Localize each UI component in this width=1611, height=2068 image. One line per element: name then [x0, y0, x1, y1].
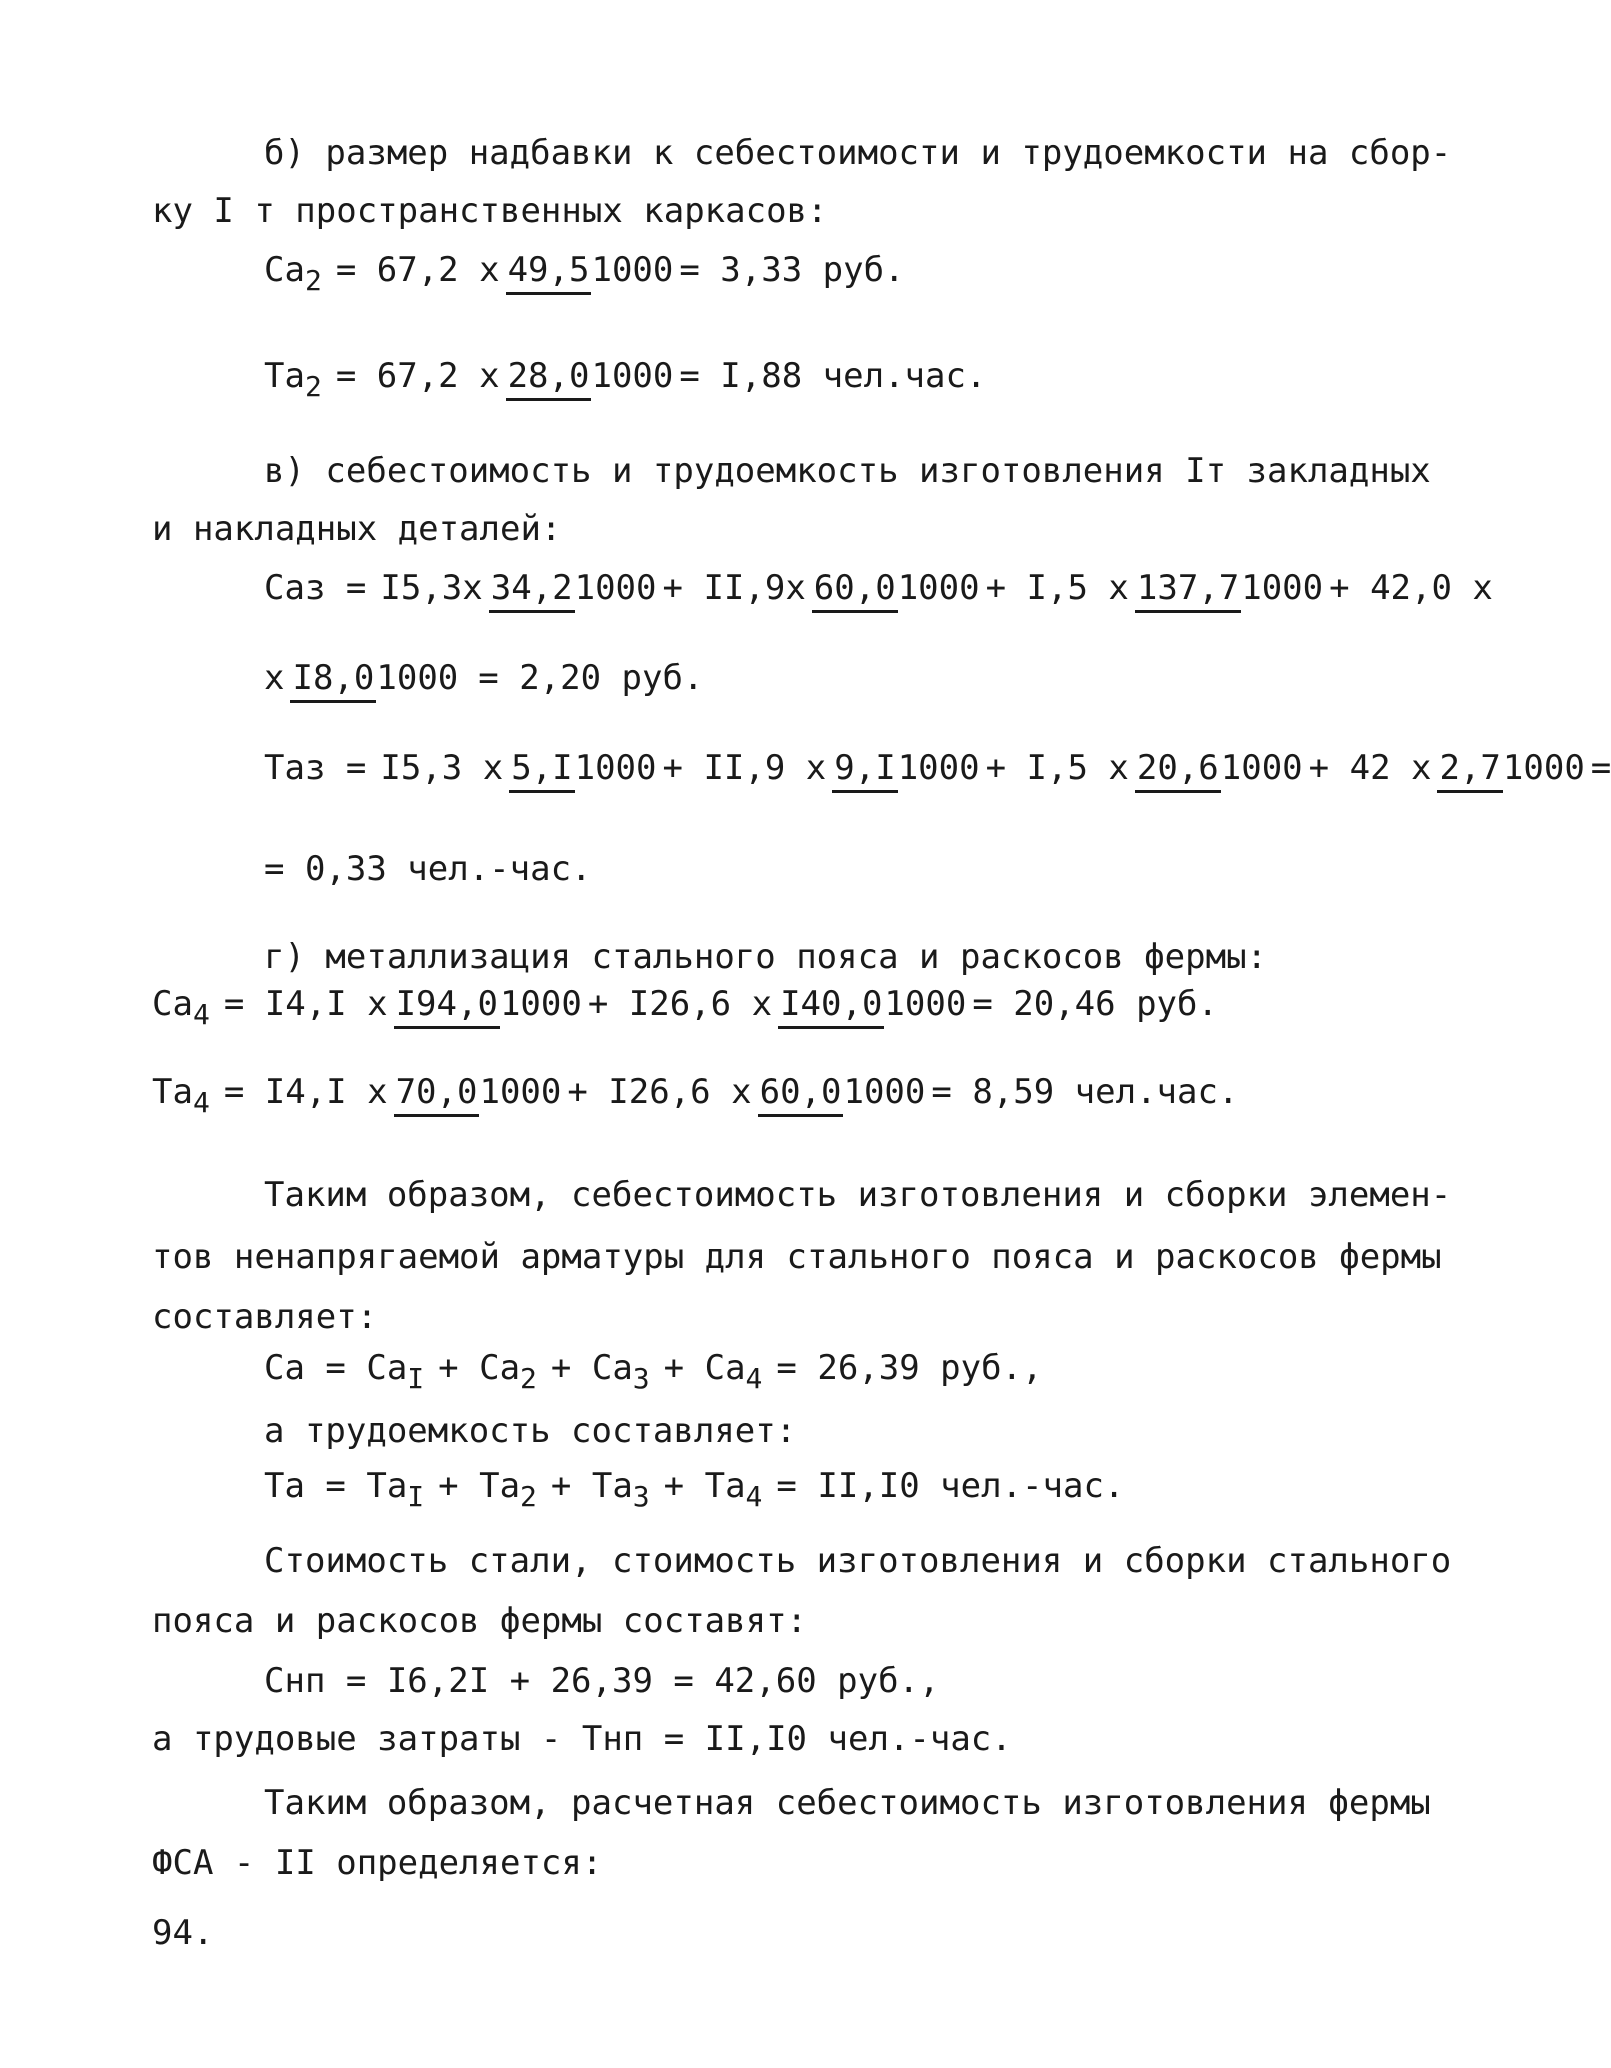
ta4-f2-num: 60,0 — [758, 1072, 844, 1117]
summary-p2-line2: пояса и раскосов фермы составят: — [152, 1601, 808, 1641]
ta4-term2: + I26,6 x — [567, 1072, 752, 1112]
ta-total-rhs: = II,I0 чел.-час. — [776, 1466, 1125, 1506]
ca3-f3-num: 137,7 — [1135, 568, 1241, 613]
ca-total-s4: 4 — [745, 1361, 763, 1395]
ta4-f1-den: 1000 — [479, 1072, 562, 1112]
summary-p3-line2: ФСА - II определяется: — [152, 1843, 603, 1883]
ta4-rhs: = 8,59 чел.час. — [931, 1072, 1239, 1112]
ca-total-a: Ca = Ca — [264, 1348, 408, 1388]
formula-ca4 — [152, 984, 1218, 1031]
ta2-num: 28,0 — [506, 356, 592, 401]
ta4-fraction2 — [758, 1072, 926, 1112]
summary-p3-line1: Таким образом, расчетная себестоимость изготовления фермы — [264, 1783, 1431, 1823]
ca3-f1-num: 34,2 — [489, 568, 575, 613]
ta-total-a: Ta = Ta — [264, 1466, 408, 1506]
ta3-rhs: = 0,33 чел.-час. — [264, 849, 592, 889]
ta2-rhs: = I,88 чел.час. — [679, 356, 987, 396]
ta-total-s3: 3 — [632, 1479, 650, 1513]
ta3-lhs: Taз = — [264, 748, 367, 788]
ta4-f1-num: 70,0 — [394, 1072, 480, 1117]
ta3-term2: + II,9 x — [662, 748, 827, 788]
ca2-rhs: = 3,33 руб. — [679, 250, 905, 290]
ca3-f2-den: 1000 — [897, 568, 980, 608]
ta-total-d: + Ta — [663, 1466, 746, 1506]
section-v-line2: и накладных деталей: — [152, 509, 562, 549]
ta4-term1: = I4,I x — [223, 1072, 388, 1112]
ta4-sub: 4 — [192, 1085, 210, 1119]
formula-ca2 — [264, 250, 905, 297]
ta3-f2-den: 1000 — [897, 748, 980, 788]
ca-total-rhs: = 26,39 руб., — [776, 1348, 1043, 1388]
ca2-num: 49,5 — [506, 250, 592, 295]
ta3-eq: = — [1590, 748, 1611, 788]
ta3-f4-num: 2,7 — [1437, 748, 1502, 793]
ca4-rhs: = 20,46 руб. — [972, 984, 1218, 1024]
ca2-den: 1000 — [591, 250, 674, 290]
ta3-term1: I5,3 x — [380, 748, 504, 788]
ca3-f3-den: 1000 — [1241, 568, 1324, 608]
ca3-term4: + 42,0 x — [1329, 568, 1493, 608]
summary-p1-line2: тов ненапрягаемой арматуры для стального пояса и раскосов фермы — [152, 1237, 1442, 1277]
ta3-fraction4 — [1437, 748, 1584, 788]
formula-ta4 — [152, 1072, 1239, 1119]
ca4-sub: 4 — [192, 997, 210, 1031]
formula-ca3 — [264, 568, 1493, 608]
formula-ta2 — [264, 356, 987, 403]
ca2-mid: = 67,2 x — [335, 250, 500, 290]
ta4-fraction1 — [394, 1072, 562, 1112]
ta3-term4: + 42 x — [1308, 748, 1432, 788]
ca3-f4-num: I8,0 — [290, 658, 376, 703]
ca4-term1: = I4,I x — [223, 984, 388, 1024]
ca4-f2-num: I40,0 — [778, 984, 884, 1029]
ta4-lhs: Ta — [152, 1072, 193, 1112]
ca3-fraction3 — [1135, 568, 1323, 608]
ca4-f2-den: 1000 — [884, 984, 967, 1024]
ta3-term3: + I,5 x — [985, 748, 1129, 788]
formula-ca-total — [264, 1348, 1043, 1395]
ca4-f1-den: 1000 — [499, 984, 582, 1024]
labor-intro: а трудоемкость составляет: — [264, 1411, 797, 1451]
ca3-rhs: = 2,20 руб. — [478, 658, 704, 698]
formula-ta3 — [264, 748, 1611, 788]
ta2-den: 1000 — [591, 356, 674, 396]
ta-total-s1: I — [407, 1479, 425, 1513]
ca-total-s2: 2 — [520, 1361, 537, 1395]
ta2-sub: 2 — [304, 369, 322, 403]
ta3-f3-den: 1000 — [1220, 748, 1303, 788]
section-g-line1: г) металлизация стального пояса и раскосов фермы: — [264, 937, 1268, 977]
summary-p1-line1: Таким образом, себестоимость изготовления и сборки элемен- — [264, 1175, 1452, 1215]
ta3-f3-num: 20,6 — [1135, 748, 1221, 793]
ca4-fraction1 — [394, 984, 582, 1024]
ca3-lhs: Caз = — [264, 568, 367, 608]
ca4-lhs: Ca — [152, 984, 193, 1024]
ta3-f4-den: 1000 — [1502, 748, 1585, 788]
ta3-fraction3 — [1135, 748, 1303, 788]
ca3-fraction2 — [812, 568, 980, 608]
ca3-f4-den: 1000 — [376, 658, 459, 698]
ca-total-s3: 3 — [632, 1361, 650, 1395]
ta3-fraction2 — [832, 748, 979, 788]
ca3-term2: + II,9x — [662, 568, 806, 608]
ta3-f1-den: 1000 — [574, 748, 657, 788]
ca-total-d: + Ca — [663, 1348, 746, 1388]
ca2-sub: 2 — [304, 263, 322, 297]
ta2-lhs: Ta — [264, 356, 305, 396]
ca4-f1-num: I94,0 — [394, 984, 500, 1029]
ca3-term1: I5,3x — [380, 568, 483, 608]
ta3-fraction1 — [509, 748, 656, 788]
ca3-f1-den: 1000 — [574, 568, 657, 608]
ta2-mid: = 67,2 x — [335, 356, 500, 396]
formula-ta-total — [264, 1466, 1125, 1513]
formula-ca3-cont — [264, 658, 703, 698]
ca3-f2-num: 60,0 — [812, 568, 898, 613]
ca-total-b: + Ca — [438, 1348, 521, 1388]
ca2-fraction — [506, 250, 674, 290]
ca3-term3: + I,5 x — [985, 568, 1129, 608]
ca3-cont-x: x — [264, 658, 285, 698]
summary-p1-line3: составляет: — [152, 1297, 378, 1337]
ta-total-s2: 2 — [520, 1479, 537, 1513]
ta3-f2-num: 9,I — [832, 748, 897, 793]
section-v-line1: в) себестоимость и трудоемкость изготовления Iт закладных — [264, 451, 1431, 491]
ca4-term2: + I26,6 x — [587, 984, 773, 1024]
ca4-fraction2 — [778, 984, 966, 1024]
page-number: 94. — [152, 1913, 214, 1953]
section-b-line2: ку I т пространственных каркасов: — [152, 191, 828, 231]
ta3-f1-num: 5,I — [509, 748, 574, 793]
ta-total-s4: 4 — [745, 1479, 763, 1513]
ta-total-b: + Ta — [438, 1466, 521, 1506]
ta2-fraction — [506, 356, 674, 396]
summary-p2-line1: Стоимость стали, стоимость изготовления и сборки стального — [264, 1541, 1452, 1581]
ca2-lhs: Ca — [264, 250, 305, 290]
ca-total-c: + Ca — [550, 1348, 633, 1388]
tnp-formula: а трудовые затраты - Тнп = II,I0 чел.-час. — [152, 1719, 1012, 1759]
ca3-fraction4 — [290, 658, 458, 698]
ta4-f2-den: 1000 — [843, 1072, 926, 1112]
cnp-formula: Снп = I6,2I + 26,39 = 42,60 руб., — [264, 1661, 940, 1701]
ca3-fraction1 — [489, 568, 657, 608]
section-b-line1: б) размер надбавки к себестоимости и трудоемкости на сбор- — [264, 133, 1452, 173]
ta-total-c: + Ta — [550, 1466, 633, 1506]
ca-total-s1: I — [407, 1361, 425, 1395]
